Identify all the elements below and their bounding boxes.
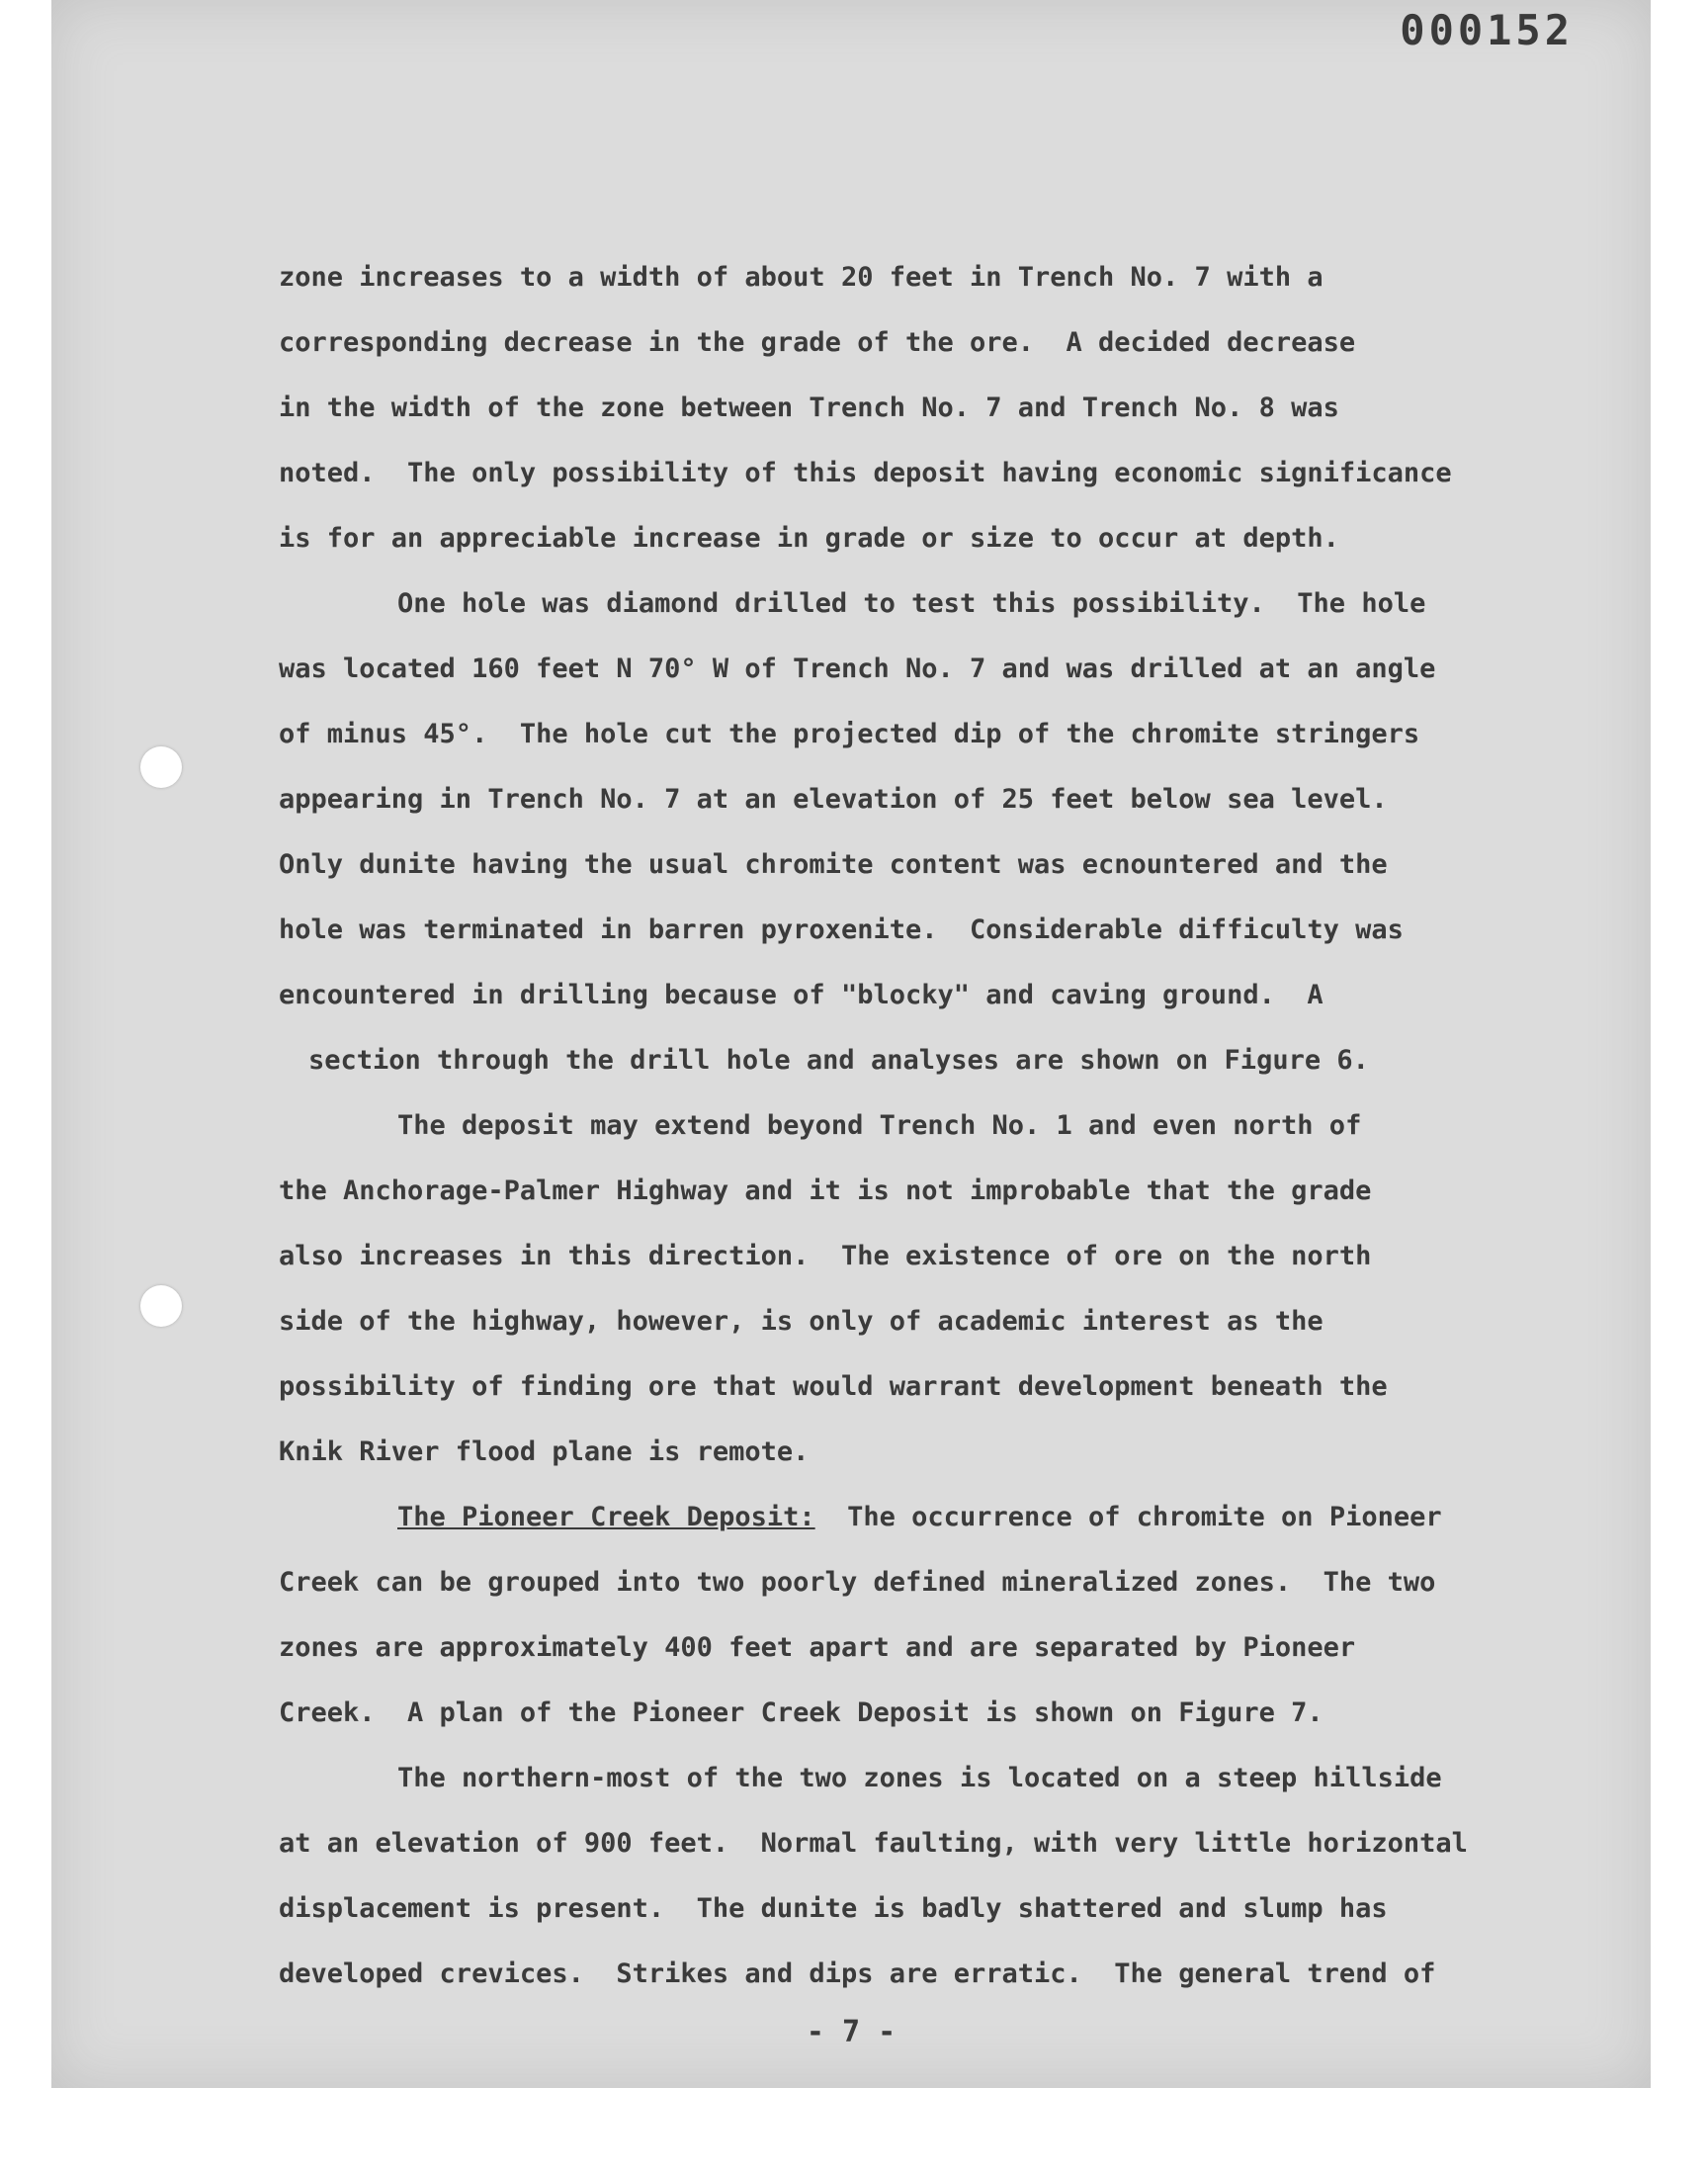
text-line: in the width of the zone between Trench No. 7 and Trench No. 8 was xyxy=(279,392,1339,423)
text-line: Only dunite having the usual chromite content was ecnountered and the xyxy=(279,849,1388,880)
section-heading-line xyxy=(279,1485,1564,1550)
text-line: section through the drill hole and analyses are shown on Figure 6. xyxy=(308,1045,1369,1076)
text-line: One hole was diamond drilled to test this possibility. The hole xyxy=(397,588,1426,619)
text-line: side of the highway, however, is only of academic interest as the xyxy=(279,1306,1324,1337)
text-line: The deposit may extend beyond Trench No. 1 and even north of xyxy=(397,1110,1362,1141)
text-line: appearing in Trench No. 7 at an elevation of 25 feet below sea level. xyxy=(279,784,1388,815)
text-line: the Anchorage-Palmer Highway and it is not improbable that the grade xyxy=(279,1175,1372,1206)
punch-hole xyxy=(140,1285,182,1327)
text-line: was located 160 feet N 70° W of Trench No. 7 and was drilled at an angle xyxy=(279,653,1436,684)
text-line: zone increases to a width of about 20 feet in Trench No. 7 with a xyxy=(279,262,1324,293)
punch-hole xyxy=(140,746,182,788)
text-line: is for an appreciable increase in grade or size to occur at depth. xyxy=(279,523,1339,554)
text-line: at an elevation of 900 feet. Normal faulting, with very little horizontal xyxy=(279,1828,1468,1859)
text-line: noted. The only possibility of this deposit having economic significance xyxy=(279,458,1452,488)
text-line: Creek can be grouped into two poorly defined mineralized zones. The two xyxy=(279,1567,1436,1598)
text-line: possibility of finding ore that would warrant development beneath the xyxy=(279,1371,1388,1402)
text-line: Knik River flood plane is remote. xyxy=(279,1436,810,1467)
document-page xyxy=(51,0,1651,2088)
text-line: developed crevices. Strikes and dips are erratic. The general trend of xyxy=(279,1958,1436,1989)
text-line: corresponding decrease in the grade of the ore. A decided decrease xyxy=(279,327,1356,358)
text-line: displacement is present. The dunite is badly shattered and slump has xyxy=(279,1893,1388,1924)
document-id: 000152 xyxy=(1400,6,1574,54)
text-line: Creek. A plan of the Pioneer Creek Deposit is shown on Figure 7. xyxy=(279,1697,1324,1728)
text-line: The northern-most of the two zones is located on a steep hillside xyxy=(397,1763,1442,1793)
section-heading: The Pioneer Creek Deposit: xyxy=(397,1502,815,1532)
page-footer: - 7 - xyxy=(806,2015,897,2049)
text-line: hole was terminated in barren pyroxenite. Considerable difficulty was xyxy=(279,914,1404,945)
text-line: zones are approximately 400 feet apart and are separated by Pioneer xyxy=(279,1632,1356,1663)
text-line: also increases in this direction. The existence of ore on the north xyxy=(279,1241,1372,1271)
body-text xyxy=(279,245,1564,2007)
text-line: The occurrence of chromite on Pioneer xyxy=(814,1502,1442,1532)
text-line: of minus 45°. The hole cut the projected dip of the chromite stringers xyxy=(279,719,1420,749)
text-line: encountered in drilling because of "blocky" and caving ground. A xyxy=(279,980,1324,1010)
